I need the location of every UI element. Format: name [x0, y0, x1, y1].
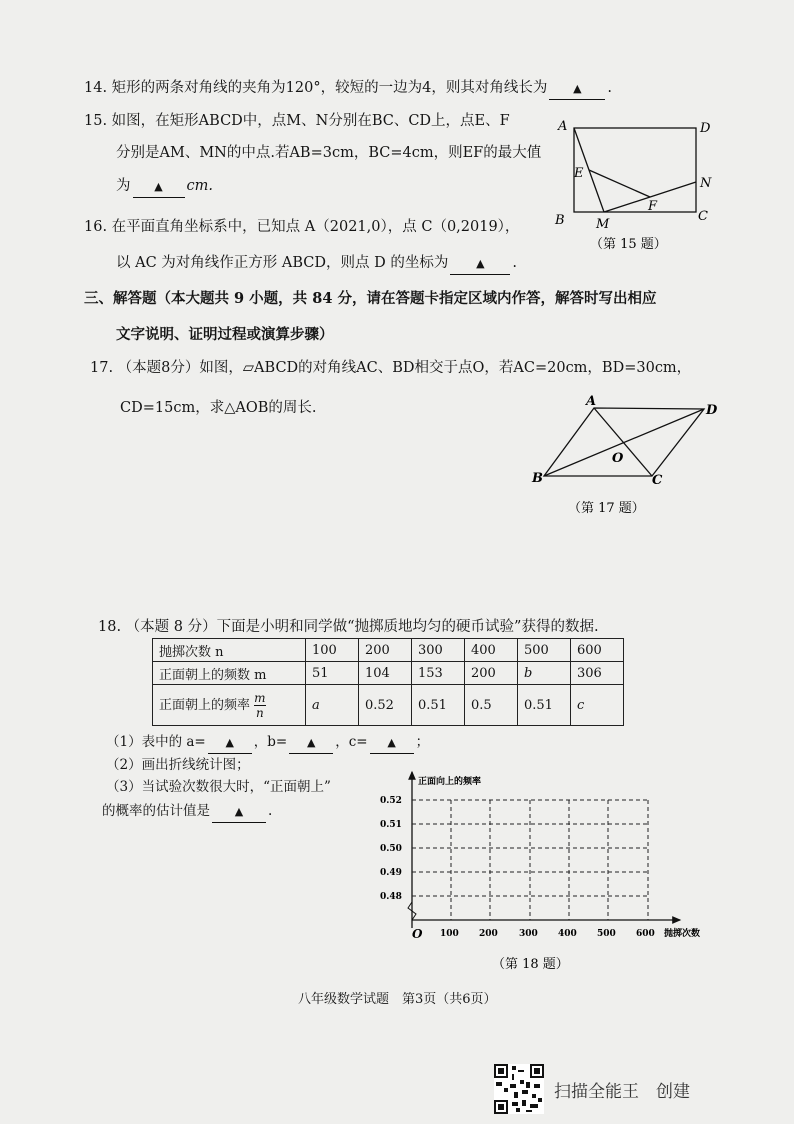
page-footer: 八年级数学试题 第3页（共6页） [298, 992, 497, 1007]
label-o: O [612, 451, 624, 466]
figure-15-caption: （第 15 题） [590, 237, 667, 252]
rectangle-abcd [574, 128, 696, 212]
x-tick-label: 200 [479, 929, 498, 939]
table-cell: a [306, 685, 359, 726]
coin-toss-table [152, 638, 624, 726]
grid-lines [412, 800, 648, 920]
table-cell: 0.51 [412, 685, 465, 726]
origin-label: O [412, 927, 423, 941]
question-15-line3: 为 ▲ cm. [116, 176, 213, 198]
figure-15 [552, 114, 722, 254]
table-cell: 0.51 [518, 685, 571, 726]
label-d: D [700, 121, 711, 136]
table-cell: 400 [465, 639, 518, 662]
table-cell: 51 [306, 662, 359, 685]
qr-code-icon [494, 1064, 544, 1114]
question-17-line1: 17. （本题8分）如图，▱ABCD的对角线AC、BD相交于点O，若AC=20cm，BD=30cm， [90, 360, 692, 376]
scanner-watermark: 扫描全能王 创建 [554, 1082, 690, 1102]
table-cell: 200 [359, 639, 412, 662]
y-tick-label: 0.48 [380, 892, 402, 902]
label-a: A [586, 394, 597, 409]
label-m: M [596, 217, 610, 232]
table-cell: 300 [412, 639, 465, 662]
table-cell: 600 [571, 639, 624, 662]
y-tick-label: 0.51 [380, 820, 402, 830]
table-cell: 100 [306, 639, 359, 662]
section-3-instructions: 文字说明、证明过程或演算步骤） [116, 326, 334, 343]
table-cell: 0.5 [465, 685, 518, 726]
label-a: A [558, 119, 568, 134]
row-header: 正面朝上的频率 $\frac{m}{n}$ [153, 685, 306, 726]
question-16-line2: 以 AC 为对角线作正方形 ABCD，则点 D 的坐标为 ▲ . [116, 253, 517, 275]
fraction-numerator: m [254, 690, 266, 705]
y-tick-label: 0.50 [380, 844, 402, 854]
x-tick-label: 600 [636, 929, 655, 939]
x-tick-label: 100 [440, 929, 459, 939]
question-18-sub3-line2: 的概率的估计值是 ▲ . [102, 801, 272, 823]
question-14: 14. 矩形的两条对角线的夹角为120°，较短的一边为4，则其对角线长为 ▲ . [84, 78, 612, 100]
label-c: C [698, 209, 708, 224]
y-axis-label: 正面向上的频率 [418, 777, 482, 787]
table-cell: 200 [465, 662, 518, 685]
x-tick-label: 400 [558, 929, 577, 939]
table-cell: 153 [412, 662, 465, 685]
section-3-heading: 三、解答题（本大题共 9 小题，共 84 分，请在答题卡指定区域内作答，解答时写出相应 [84, 290, 657, 307]
x-tick-label: 300 [519, 929, 538, 939]
row-header: 抛掷次数 n [153, 639, 306, 662]
y-tick-label: 0.52 [380, 796, 402, 806]
x-tick-label: 500 [597, 929, 616, 939]
label-b: B [555, 213, 565, 228]
frequency-grid [372, 762, 732, 984]
table-cell: b [518, 662, 571, 685]
table-row [153, 639, 624, 662]
fraction-denominator: n [255, 705, 264, 720]
question-16-line1: 16. 在平面直角坐标系中，已知点 A（2021,0），点 C（0,2019）， [84, 219, 520, 235]
x-axis-label: 抛掷次数 [664, 929, 701, 939]
label-n: N [700, 176, 712, 191]
label-e: E [574, 166, 584, 181]
table-row [153, 685, 624, 726]
question-18-intro: 18. （本题 8 分）下面是小明和同学做“抛掷质地均匀的硬币试验”获得的数据. [98, 619, 599, 635]
y-tick-label: 0.49 [380, 868, 402, 878]
table-cell: 500 [518, 639, 571, 662]
figure-17-caption: （第 17 题） [568, 501, 645, 516]
row-header: 正面朝上的频数 m [153, 662, 306, 685]
figure-17 [528, 392, 728, 522]
table-cell: 0.52 [359, 685, 412, 726]
label-b: B [532, 471, 543, 486]
question-18-sub1: （1）表中的 a= ▲ ，b= ▲ ，c= ▲ ； [106, 732, 429, 754]
question-18-sub2: （2）画出折线统计图； [106, 757, 250, 773]
table-cell: 306 [571, 662, 624, 685]
question-18-sub3-line1: （3）当试验次数很大时，“正面朝上” [106, 779, 331, 795]
label-c: C [652, 473, 663, 488]
table-row [153, 662, 624, 685]
question-15-line1: 15. 如图，在矩形ABCD中，点M、N分别在BC、CD上，点E、F [84, 113, 510, 129]
label-f: F [648, 199, 658, 214]
table-cell: 104 [359, 662, 412, 685]
label-d: D [706, 403, 718, 418]
figure-18-caption: （第 18 题） [492, 957, 569, 972]
question-15-line2: 分别是AM、MN的中点.若AB=3cm，BC=4cm，则EF的最大值 [116, 145, 542, 161]
question-17-line2: CD=15cm，求△AOB的周长. [120, 400, 317, 416]
table-cell: c [571, 685, 624, 726]
